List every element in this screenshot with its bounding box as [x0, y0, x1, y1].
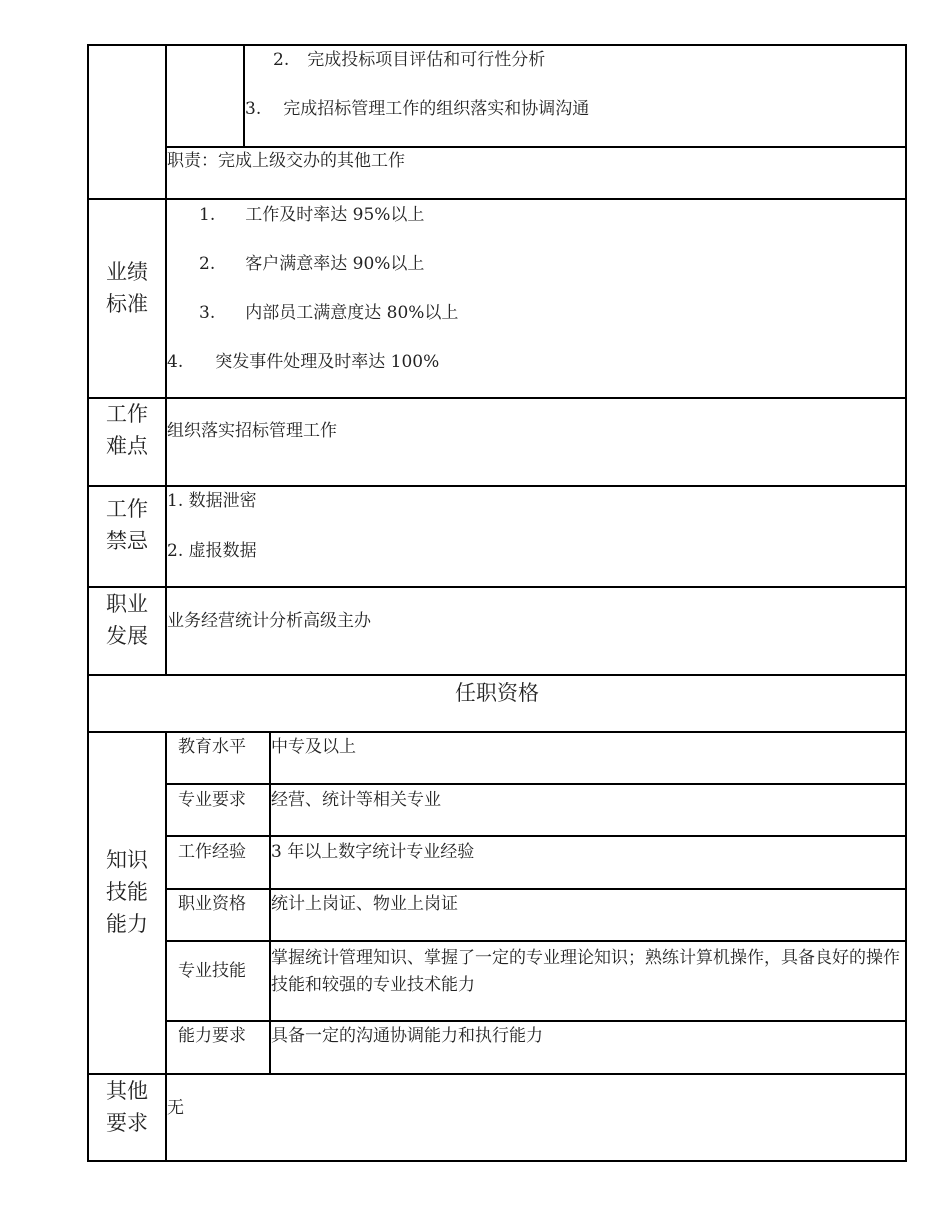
duty-item-2: [273, 49, 545, 71]
table-border-bottom: [87, 1160, 907, 1162]
duties-inner-divider: [243, 44, 245, 146]
duty-item-2-number: 2.: [273, 50, 290, 70]
qual-row-divider-3: [165, 888, 906, 890]
taboo-item-2: 2. 虚报数据: [167, 541, 257, 561]
row-divider-3: [87, 485, 907, 487]
row-divider-1: [87, 198, 907, 200]
duty-item-3-number: 3.: [245, 99, 262, 119]
career-text: 业务经营统计分析高级主办: [167, 611, 371, 631]
row-divider-7: [87, 1073, 907, 1075]
qual-value-ability: 具备一定的沟通协调能力和执行能力: [271, 1026, 543, 1046]
performance-item-3: 3. 内部员工满意度达 80%以上: [199, 303, 459, 323]
duty-item-3: [245, 98, 589, 120]
duties-row-divider: [165, 146, 906, 148]
qual-value-certificate: 统计上岗证、物业上岗证: [271, 894, 458, 914]
qual-key-education: 教育水平: [178, 737, 246, 757]
other-text: 无: [167, 1098, 184, 1118]
duty-item-3-text: 完成招标管理工作的组织落实和协调沟通: [283, 99, 590, 119]
difficulty-text: 组织落实招标管理工作: [167, 421, 337, 441]
row-divider-5: [87, 674, 907, 676]
performance-item-4: 4. 突发事件处理及时率达 100%: [167, 352, 440, 372]
difficulty-label: 工作 难点: [106, 402, 148, 458]
qual-row-divider-4: [165, 940, 906, 942]
qual-row-divider-1: [165, 783, 906, 785]
table-border-top: [87, 44, 907, 46]
qualification-title: 任职资格: [455, 681, 539, 705]
qual-key-ability: 能力要求: [178, 1026, 246, 1046]
qual-value-skills: 掌握统计管理知识、掌握了一定的专业理论知识；熟练计算机操作，具备良好的操作技能和较强的专业技术能力: [271, 948, 900, 995]
qual-key-certificate: 职业资格: [178, 894, 246, 914]
qual-value-education: 中专及以上: [271, 737, 356, 757]
performance-item-2: 2. 客户满意率达 90%以上: [199, 254, 425, 274]
taboo-label: 工作 禁忌: [106, 497, 148, 553]
duty-item-2-text: 完成投标项目评估和可行性分析: [307, 50, 546, 70]
career-label: 职业 发展: [106, 592, 148, 648]
qual-row-divider-5: [165, 1020, 906, 1022]
other-label: 其他 要求: [106, 1079, 148, 1135]
table-border-right: [905, 44, 907, 1161]
qual-value-major: 经营、统计等相关专业: [271, 790, 441, 810]
performance-label: 业绩 标准: [106, 260, 148, 316]
taboo-item-1: 1. 数据泄密: [167, 491, 257, 511]
qual-key-skills: 专业技能: [178, 961, 246, 981]
qual-value-experience: 3 年以上数字统计专业经验: [271, 842, 475, 862]
qual-key-major: 专业要求: [178, 790, 246, 810]
other-duty-text: 职责：完成上级交办的其他工作: [167, 151, 405, 171]
row-divider-4: [87, 586, 907, 588]
qualification-label: 知识 技能 能力: [106, 848, 148, 936]
performance-item-1: 1. 工作及时率达 95%以上: [199, 205, 425, 225]
qual-row-divider-2: [165, 835, 906, 837]
row-divider-2: [87, 397, 907, 399]
qual-key-experience: 工作经验: [178, 842, 246, 862]
row-divider-6: [87, 731, 907, 733]
